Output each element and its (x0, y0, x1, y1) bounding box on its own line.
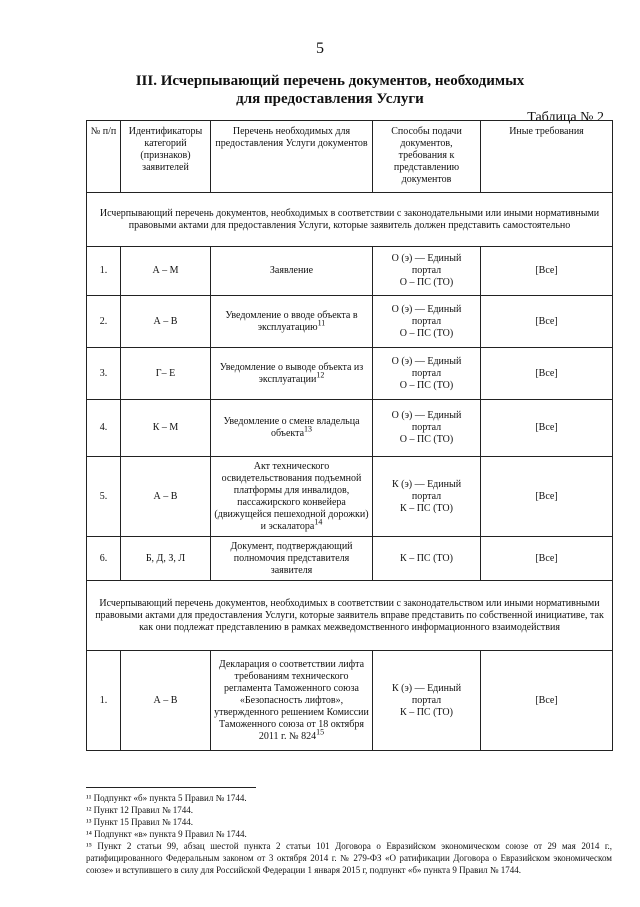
method-line: портал (411, 490, 442, 502)
row-applicant-ids: А – В (121, 296, 211, 348)
footnote-11: ¹¹ Подпункт «б» пункта 5 Правил № 1744. (86, 793, 247, 803)
table-row (87, 457, 613, 537)
footnote-12: ¹² Пункт 12 Правил № 1744. (86, 805, 194, 815)
section-row (87, 581, 613, 651)
row-number: 4. (87, 400, 121, 457)
document-name: Уведомление о выводе объекта из эксплуатации (219, 361, 364, 385)
footnote-15: ¹⁵ Пункт 2 статьи 99, абзац шестой пункта 2 статьи 101 Договора о Евразийском экономическом союзе от 29 мая 2014 г., ратифицированного Федеральным законом от 3 октября 2014 г. № 279-ФЗ «О ратификации Договора о Евразийском экономическом союзе» и вступившего в силу для Российской Федерации 1 января 2015 г, подпункт «б» пункта 9 Правил № 1744. (86, 841, 612, 875)
row-methods (373, 348, 481, 400)
footnote-14: ¹⁴ Подпункт «в» пункта 9 Правил № 1744. (86, 829, 247, 839)
row-methods (373, 296, 481, 348)
document-name: Документ, подтверждающий полномочия представителя заявителя (230, 540, 353, 576)
method-line: портал (411, 367, 442, 379)
header-other: Иные требования (481, 121, 613, 193)
row-methods (373, 457, 481, 537)
row-number: 1. (87, 651, 121, 751)
documents-table (86, 120, 613, 751)
method-line: О – ПС (ТО) (399, 327, 454, 339)
footnote-13: ¹³ Пункт 15 Правил № 1744. (86, 817, 194, 827)
document-name: Заявление (269, 265, 314, 276)
row-methods (373, 651, 481, 751)
method-line: О (э) — Единый (391, 355, 462, 367)
row-applicant-ids: К – М (121, 400, 211, 457)
row-number: 3. (87, 348, 121, 400)
method-line: О – ПС (ТО) (399, 434, 454, 445)
method-line: портал (411, 265, 442, 276)
row-document (211, 296, 373, 348)
header-docs: Перечень необходимых для предоставления Услуги документов (211, 121, 373, 193)
row-document (211, 457, 373, 537)
row-methods (373, 400, 481, 457)
header-methods: Способы подачи документов, требования к представлению документов (373, 121, 481, 193)
footnote-ref: 12 (316, 370, 325, 380)
row-applicant-ids: А – М (121, 247, 211, 296)
row-applicant-ids: Б, Д, З, Л (121, 537, 211, 581)
row-document (211, 537, 373, 581)
table-row (87, 296, 613, 348)
row-number: 2. (87, 296, 121, 348)
method-line: портал (411, 315, 442, 327)
header-num: № п/п (87, 121, 121, 193)
page-number: 5 (316, 40, 324, 57)
method-line: К – ПС (ТО) (400, 706, 453, 718)
row-applicant-ids: А – В (121, 457, 211, 537)
footnote-ref: 13 (304, 424, 313, 434)
method-line: портал (411, 422, 442, 433)
row-other-requirements: [Все] (481, 400, 613, 457)
table-row (87, 537, 613, 581)
title-line-2: для предоставления Услуги (236, 91, 424, 107)
row-other-requirements: [Все] (481, 537, 613, 581)
row-other-requirements: [Все] (481, 457, 613, 537)
method-line: О – ПС (ТО) (399, 379, 454, 391)
document-name: Уведомление о смене владельца объекта (223, 416, 360, 439)
method-line: К (э) — Единый (391, 682, 462, 694)
row-document (211, 348, 373, 400)
method-line: О (э) — Единый (391, 410, 462, 421)
row-methods (373, 247, 481, 296)
footnote-ref: 11 (317, 318, 326, 328)
footnote-separator (86, 787, 256, 788)
row-document (211, 247, 373, 296)
row-methods (373, 537, 481, 581)
footnote-ref: 15 (316, 727, 325, 737)
method-line: О (э) — Единый (391, 253, 462, 264)
table-row (87, 247, 613, 296)
method-line: О – ПС (ТО) (399, 277, 454, 288)
section-title (80, 72, 580, 108)
row-applicant-ids: Г– Е (121, 348, 211, 400)
title-line-1: III. Исчерпывающий перечень документов, необходимых (135, 73, 525, 89)
method-line: К – ПС (ТО) (400, 552, 453, 564)
row-other-requirements: [Все] (481, 348, 613, 400)
row-number: 5. (87, 457, 121, 537)
footnotes (86, 792, 612, 876)
method-line: К – ПС (ТО) (400, 502, 453, 514)
table-row (87, 400, 613, 457)
row-number: 1. (87, 247, 121, 296)
section-heading: Исчерпывающий перечень документов, необходимых в соответствии с законодательством или иными нормативными правовыми актами для предоставления Услуги, которые заявитель вправе представить по собственной инициативе, так как они подлежат представлению в рамках межведомственного информационного взаимодействия (87, 581, 613, 651)
document-name: Декларация о соответствии лифта требованиям технического регламента Таможенного союза «Безопасность лифтов», утвержденного решением Комиссии Таможенного союза от 18 октября 2011 г. № 824 (214, 658, 369, 742)
document-name: Акт технического освидетельствования подъемной платформы для инвалидов, пассажирского конвейера (движущейся пешеходной дорожки) и эскалатора (214, 460, 369, 532)
table-label: Таблица № 2 (527, 110, 604, 125)
header-ids: Идентификаторы категорий (признаков) заявителей (121, 121, 211, 193)
row-applicant-ids: А – В (121, 651, 211, 751)
method-line: портал (411, 694, 442, 706)
row-number: 6. (87, 537, 121, 581)
section-row (87, 193, 613, 247)
section-heading: Исчерпывающий перечень документов, необходимых в соответствии с законодательными или иными нормативными правовыми актами для предоставления Услуги, которые заявитель должен представить самостоятельно (87, 193, 613, 247)
row-other-requirements: [Все] (481, 296, 613, 348)
row-other-requirements: [Все] (481, 651, 613, 751)
row-document (211, 400, 373, 457)
row-document (211, 651, 373, 751)
row-other-requirements: [Все] (481, 247, 613, 296)
document-name: Уведомление о вводе объекта в эксплуатацию (225, 309, 358, 333)
table-row (87, 348, 613, 400)
footnote-ref: 14 (314, 517, 323, 527)
method-line: О (э) — Единый (391, 303, 462, 315)
method-line: К (э) — Единый (391, 478, 462, 490)
table-row (87, 651, 613, 751)
